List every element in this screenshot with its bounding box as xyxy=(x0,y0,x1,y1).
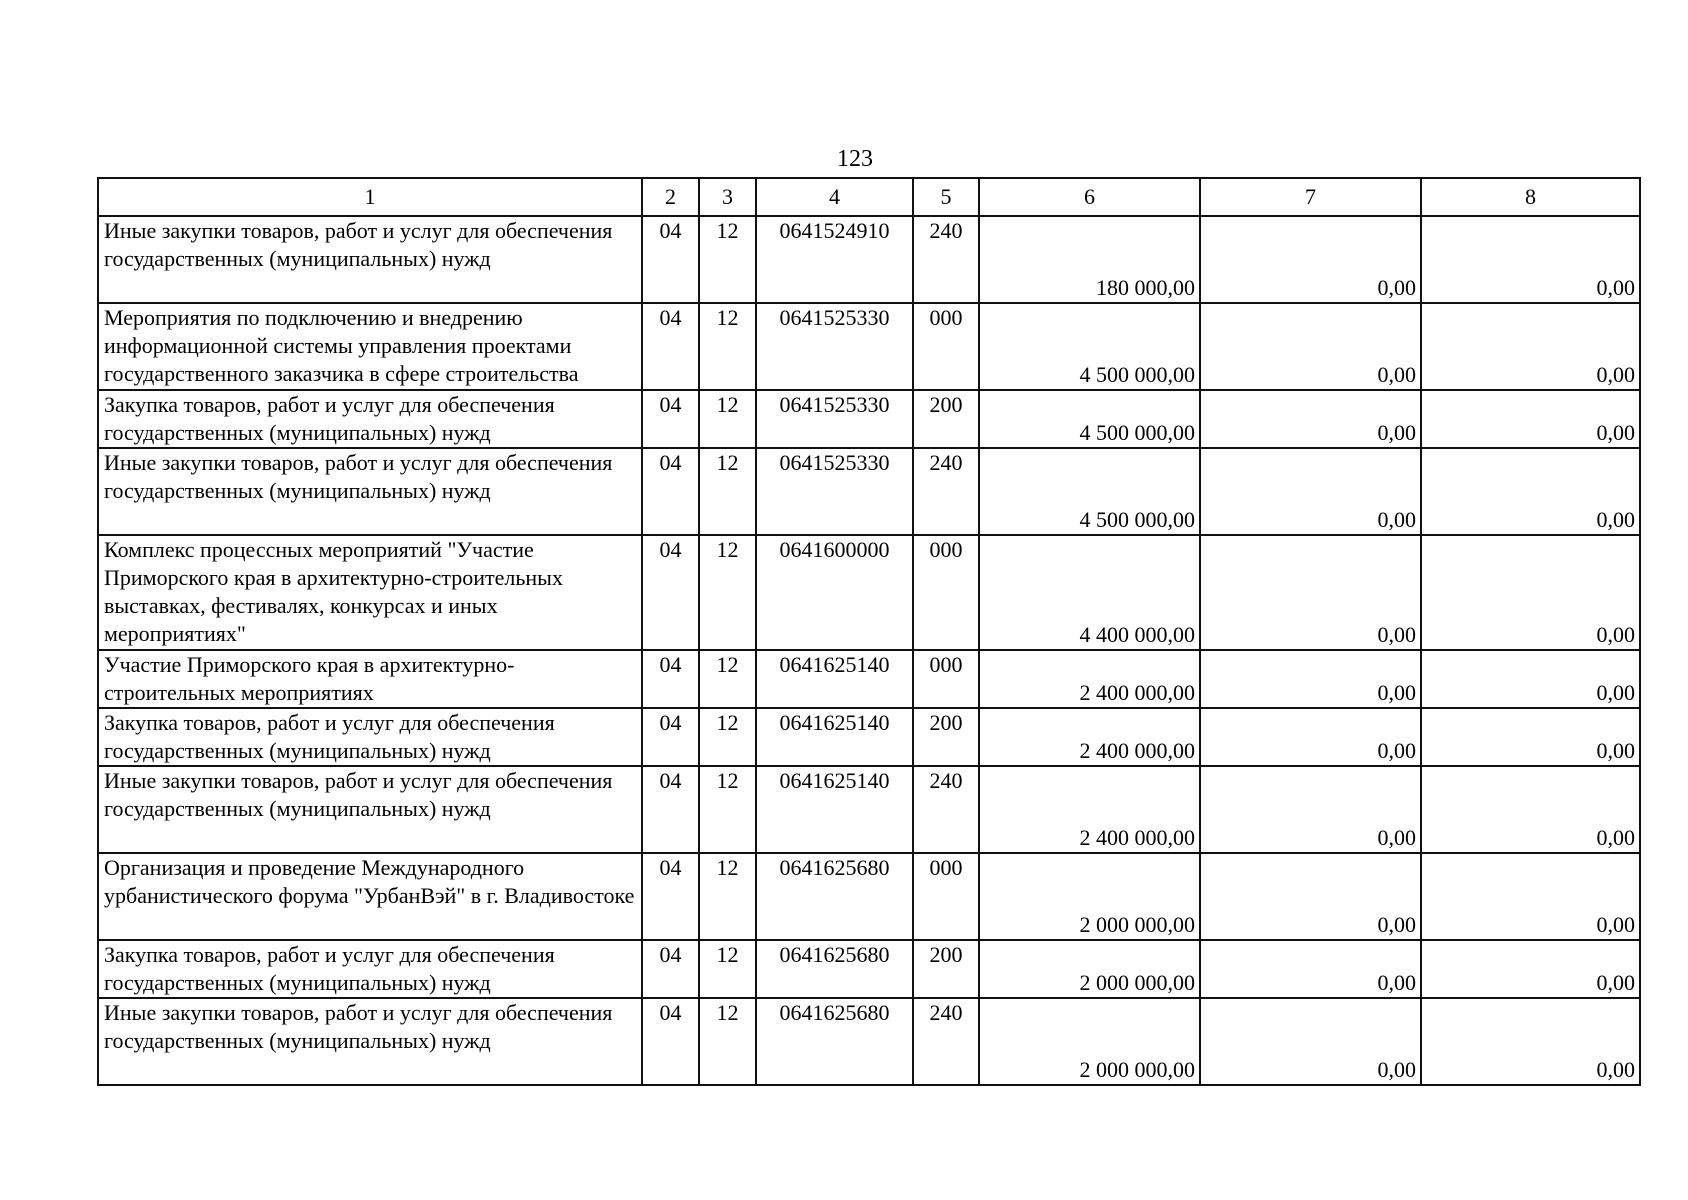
amount-col-8: 0,00 xyxy=(1421,708,1640,766)
row-name: Мероприятия по подключению и внедрению информационной системы управления проектами государственного заказчика в сфере строительства xyxy=(98,303,642,390)
table-row xyxy=(98,853,1640,940)
subsection-code: 12 xyxy=(699,448,756,535)
subsection-code: 12 xyxy=(699,303,756,390)
section-code: 04 xyxy=(642,650,699,708)
expense-type-code: 000 xyxy=(913,535,979,650)
target-item-code: 0641600000 xyxy=(756,535,913,650)
amount-col-8: 0,00 xyxy=(1421,650,1640,708)
page-number: 123 xyxy=(837,146,873,172)
expense-type-code: 000 xyxy=(913,853,979,940)
amount-col-7: 0,00 xyxy=(1200,216,1421,303)
target-item-code: 0641625140 xyxy=(756,766,913,853)
table-row xyxy=(98,535,1640,650)
target-item-code: 0641525330 xyxy=(756,448,913,535)
expense-type-code: 200 xyxy=(913,390,979,448)
row-name: Иные закупки товаров, работ и услуг для обеспечения государственных (муниципальных) нужд xyxy=(98,766,642,853)
amount-col-7: 0,00 xyxy=(1200,303,1421,390)
column-header: 2 xyxy=(642,178,699,216)
amount-col-8: 0,00 xyxy=(1421,448,1640,535)
amount-col-6: 180 000,00 xyxy=(979,216,1200,303)
amount-col-7: 0,00 xyxy=(1200,448,1421,535)
amount-col-7: 0,00 xyxy=(1200,766,1421,853)
subsection-code: 12 xyxy=(699,940,756,998)
amount-col-8: 0,00 xyxy=(1421,216,1640,303)
row-name: Комплекс процессных мероприятий "Участие Приморского края в архитектурно-строительных выставках, фестивалях, конкурсах и иных мероприятиях" xyxy=(98,535,642,650)
section-code: 04 xyxy=(642,535,699,650)
section-code: 04 xyxy=(642,766,699,853)
row-name: Организация и проведение Международного урбанистического форума "УрбанВэй" в г. Владивостоке xyxy=(98,853,642,940)
amount-col-8: 0,00 xyxy=(1421,940,1640,998)
target-item-code: 0641625680 xyxy=(756,940,913,998)
amount-col-8: 0,00 xyxy=(1421,766,1640,853)
section-code: 04 xyxy=(642,853,699,940)
expense-type-code: 240 xyxy=(913,766,979,853)
row-name: Участие Приморского края в архитектурно-строительных мероприятиях xyxy=(98,650,642,708)
target-item-code: 0641625140 xyxy=(756,650,913,708)
amount-col-8: 0,00 xyxy=(1421,303,1640,390)
amount-col-6: 2 400 000,00 xyxy=(979,766,1200,853)
section-code: 04 xyxy=(642,448,699,535)
amount-col-6: 2 400 000,00 xyxy=(979,708,1200,766)
target-item-code: 0641625680 xyxy=(756,998,913,1085)
section-code: 04 xyxy=(642,708,699,766)
subsection-code: 12 xyxy=(699,708,756,766)
amount-col-6: 4 500 000,00 xyxy=(979,448,1200,535)
subsection-code: 12 xyxy=(699,650,756,708)
amount-col-8: 0,00 xyxy=(1421,998,1640,1085)
row-name: Закупка товаров, работ и услуг для обеспечения государственных (муниципальных) нужд xyxy=(98,390,642,448)
expense-type-code: 200 xyxy=(913,708,979,766)
expense-type-code: 240 xyxy=(913,998,979,1085)
amount-col-6: 4 400 000,00 xyxy=(979,535,1200,650)
target-item-code: 0641625680 xyxy=(756,853,913,940)
amount-col-7: 0,00 xyxy=(1200,650,1421,708)
expense-type-code: 000 xyxy=(913,650,979,708)
target-item-code: 0641525330 xyxy=(756,303,913,390)
table-body xyxy=(98,216,1640,1085)
target-item-code: 0641525330 xyxy=(756,390,913,448)
row-name: Закупка товаров, работ и услуг для обеспечения государственных (муниципальных) нужд xyxy=(98,708,642,766)
expense-type-code: 000 xyxy=(913,303,979,390)
target-item-code: 0641524910 xyxy=(756,216,913,303)
column-header: 8 xyxy=(1421,178,1640,216)
subsection-code: 12 xyxy=(699,766,756,853)
expense-type-code: 200 xyxy=(913,940,979,998)
table-row xyxy=(98,998,1640,1085)
column-header: 4 xyxy=(756,178,913,216)
table-header-row xyxy=(98,178,1640,216)
subsection-code: 12 xyxy=(699,535,756,650)
amount-col-6: 2 000 000,00 xyxy=(979,940,1200,998)
row-name: Иные закупки товаров, работ и услуг для обеспечения государственных (муниципальных) нужд xyxy=(98,998,642,1085)
subsection-code: 12 xyxy=(699,216,756,303)
section-code: 04 xyxy=(642,940,699,998)
table-row xyxy=(98,448,1640,535)
table-row xyxy=(98,940,1640,998)
budget-table xyxy=(97,177,1641,1086)
row-name: Иные закупки товаров, работ и услуг для обеспечения государственных (муниципальных) нужд xyxy=(98,448,642,535)
section-code: 04 xyxy=(642,216,699,303)
amount-col-7: 0,00 xyxy=(1200,853,1421,940)
column-header: 7 xyxy=(1200,178,1421,216)
amount-col-8: 0,00 xyxy=(1421,390,1640,448)
table-row xyxy=(98,766,1640,853)
table-row xyxy=(98,650,1640,708)
column-header: 6 xyxy=(979,178,1200,216)
column-header: 3 xyxy=(699,178,756,216)
subsection-code: 12 xyxy=(699,390,756,448)
amount-col-6: 2 000 000,00 xyxy=(979,853,1200,940)
amount-col-6: 2 400 000,00 xyxy=(979,650,1200,708)
section-code: 04 xyxy=(642,998,699,1085)
section-code: 04 xyxy=(642,303,699,390)
table-row xyxy=(98,216,1640,303)
amount-col-7: 0,00 xyxy=(1200,390,1421,448)
amount-col-6: 2 000 000,00 xyxy=(979,998,1200,1085)
expense-type-code: 240 xyxy=(913,216,979,303)
column-header: 1 xyxy=(98,178,642,216)
table-row xyxy=(98,708,1640,766)
amount-col-8: 0,00 xyxy=(1421,535,1640,650)
subsection-code: 12 xyxy=(699,998,756,1085)
column-header: 5 xyxy=(913,178,979,216)
amount-col-7: 0,00 xyxy=(1200,535,1421,650)
amount-col-6: 4 500 000,00 xyxy=(979,303,1200,390)
amount-col-7: 0,00 xyxy=(1200,940,1421,998)
expense-type-code: 240 xyxy=(913,448,979,535)
target-item-code: 0641625140 xyxy=(756,708,913,766)
row-name: Закупка товаров, работ и услуг для обеспечения государственных (муниципальных) нужд xyxy=(98,940,642,998)
section-code: 04 xyxy=(642,390,699,448)
row-name: Иные закупки товаров, работ и услуг для обеспечения государственных (муниципальных) нужд xyxy=(98,216,642,303)
amount-col-8: 0,00 xyxy=(1421,853,1640,940)
subsection-code: 12 xyxy=(699,853,756,940)
amount-col-7: 0,00 xyxy=(1200,998,1421,1085)
amount-col-6: 4 500 000,00 xyxy=(979,390,1200,448)
table-row xyxy=(98,303,1640,390)
table-row xyxy=(98,390,1640,448)
amount-col-7: 0,00 xyxy=(1200,708,1421,766)
